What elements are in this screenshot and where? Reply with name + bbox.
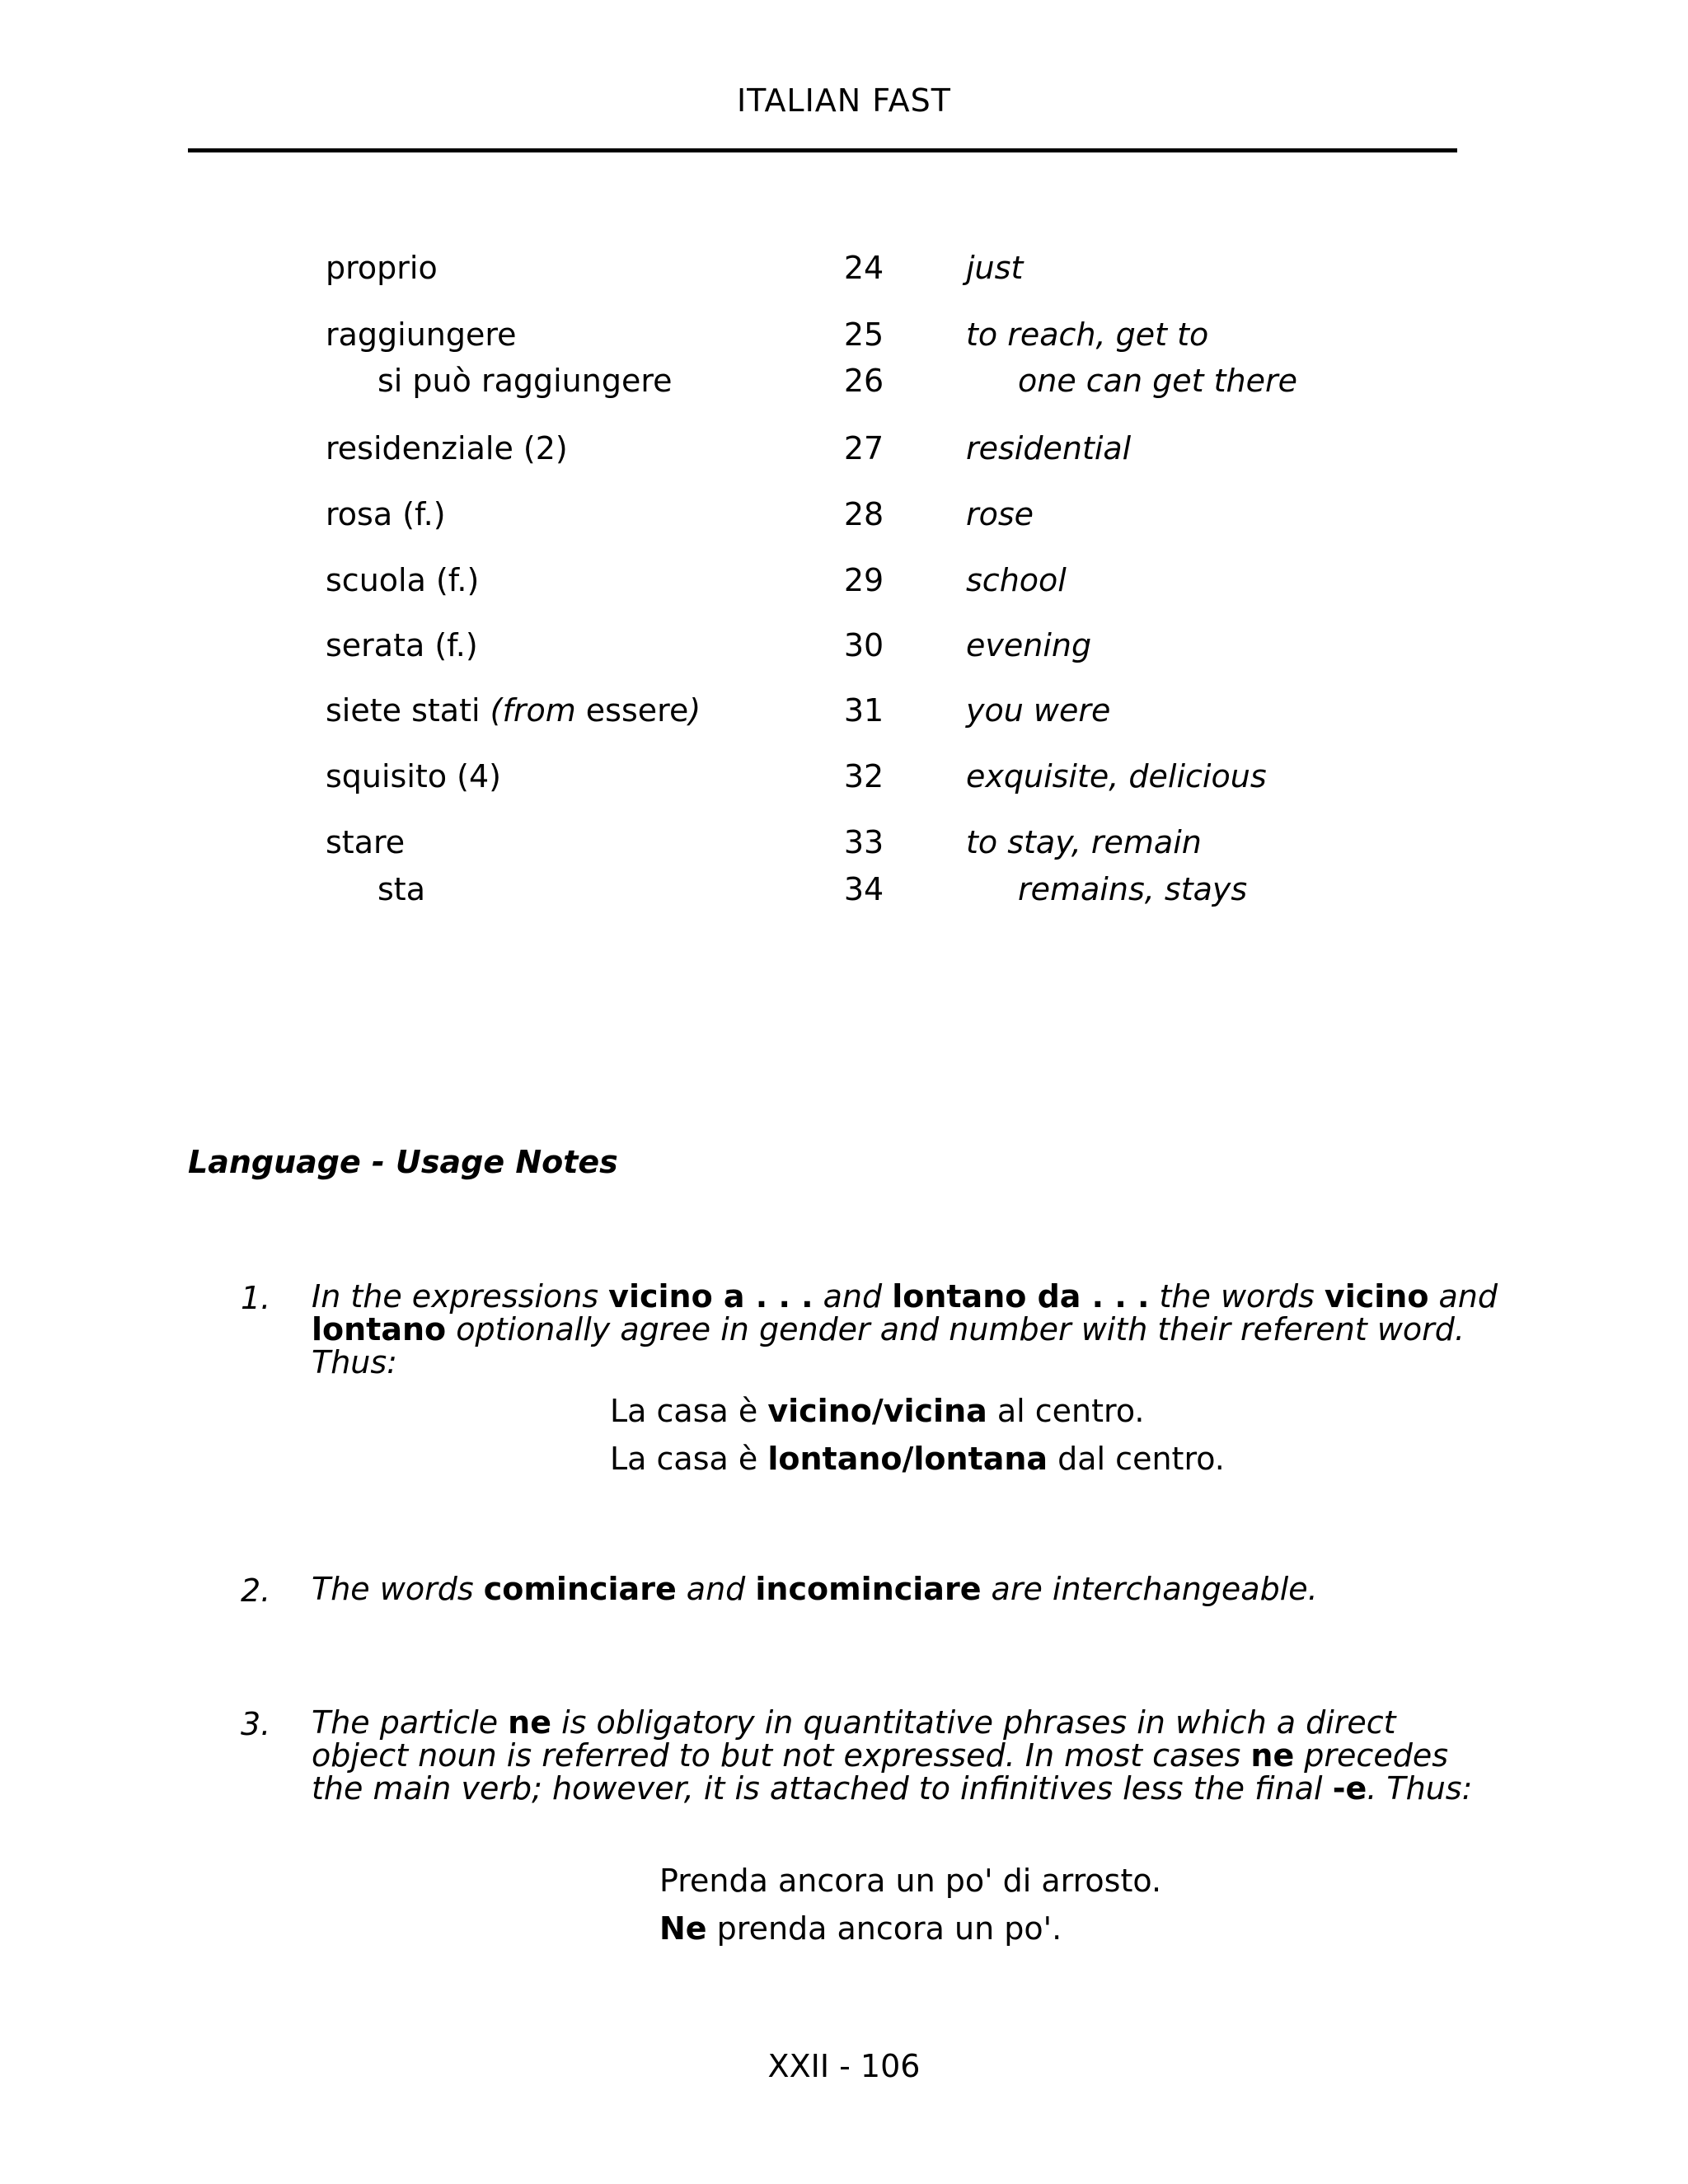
bold-term: lontano [312,1311,447,1347]
vocabulary-list [0,0,1688,948]
text-run: al centro. [987,1393,1145,1429]
english-gloss: exquisite, delicious [966,758,1267,794]
text-run: La casa è [610,1441,768,1477]
italian-term [326,692,701,729]
section-title: Language - Usage Notes [188,1144,618,1180]
vocab-row [0,758,1688,799]
italian-term: si può raggiungere [377,363,673,399]
italian-term: stare [326,824,406,860]
note-number: 2. [241,1572,271,1609]
text-run: is obligatory in quantitative phrases in which a direct object noun is referred to but not expressed. In most cases [312,1704,1396,1774]
entry-number: 29 [843,562,884,598]
vocab-row [0,250,1688,291]
vocab-row [0,430,1688,471]
text-run: the words [1149,1278,1325,1315]
italian-term: squisito (4) [326,758,501,794]
entry-number: 33 [843,824,884,860]
entry-number: 30 [843,627,884,663]
note-number: 1. [241,1280,271,1316]
italian-term: proprio [326,250,438,286]
entry-number: 24 [843,250,884,286]
english-gloss: rose [966,496,1034,532]
italian-term-main: siete stati [326,692,490,729]
english-gloss: you were [966,692,1111,729]
entry-number: 32 [843,758,884,794]
entry-number: 31 [843,692,884,729]
bold-term: vicino a . . . [608,1278,814,1315]
text-run: The particle [312,1704,509,1741]
vocab-row [0,824,1688,865]
italian-term: raggiungere [326,316,517,353]
vocab-row [0,316,1688,358]
text-run: and [1428,1278,1498,1315]
english-gloss: school [966,562,1067,598]
example-sentence [610,1441,1225,1477]
italian-term: scuola (f.) [326,562,480,598]
entry-number: 34 [843,871,884,907]
english-gloss: residential [966,430,1132,466]
bold-term: -e [1332,1770,1367,1807]
english-gloss: to stay, remain [966,824,1202,860]
bold-term: lontano/lontana [767,1441,1048,1477]
bold-term: lontano da . . . [892,1278,1150,1315]
text-run: dal centro. [1048,1441,1225,1477]
bold-term: cominciare [483,1571,677,1607]
text-run: In the expressions [312,1278,609,1315]
text-run: The words [312,1571,484,1607]
english-gloss: just [966,250,1024,286]
text-run: are interchangeable. [981,1571,1318,1607]
bold-term: vicino/vicina [767,1393,987,1429]
vocab-row [0,627,1688,668]
page-number: XXII - 106 [767,2048,921,2084]
source-note: (from [490,692,586,729]
vocab-row [0,871,1688,912]
entry-number: 28 [843,496,884,532]
text-run: Prenda ancora un po' di arrosto. [659,1863,1162,1899]
italian-term: sta [377,871,425,907]
vocab-row [0,692,1688,733]
text-run: . Thus: [1367,1770,1473,1807]
example-sentence [610,1393,1145,1429]
bold-term: incominciare [755,1571,982,1607]
english-gloss: remains, stays [1018,871,1248,907]
example-sentence [659,1910,1062,1947]
english-gloss: evening [966,627,1092,663]
text-run: La casa è [610,1393,768,1429]
example-sentence [659,1863,1161,1899]
text-run: precedes the main verb; however, it is attached to infinitives less the final [312,1737,1448,1807]
english-gloss: to reach, get to [966,316,1209,353]
text-run: prenda ancora un po'. [706,1910,1062,1947]
vocab-row [0,562,1688,603]
entry-number: 26 [843,363,884,399]
note-text [312,1706,1498,1805]
italian-term: residenziale (2) [326,430,568,466]
vocab-row [0,363,1688,404]
bold-term: ne [1250,1737,1295,1774]
italian-term: serata (f.) [326,627,478,663]
entry-number: 25 [843,316,884,353]
source-note-close: ) [688,692,701,729]
running-header: ITALIAN FAST [736,82,952,119]
bold-term: vicino [1324,1278,1429,1315]
english-gloss: one can get there [1018,363,1297,399]
vocab-row [0,496,1688,537]
italian-term: rosa (f.) [326,496,446,532]
text-run: optionally agree in gender and number with their referent word. Thus: [312,1311,1465,1380]
note-number: 3. [241,1706,271,1742]
bold-term: Ne [659,1910,707,1947]
bold-term: ne [508,1704,551,1741]
note-text [312,1572,1498,1605]
text-run: and [676,1571,756,1607]
source-verb: essere [585,692,689,729]
note-text [312,1280,1498,1379]
entry-number: 27 [843,430,884,466]
text-run: and [813,1278,893,1315]
